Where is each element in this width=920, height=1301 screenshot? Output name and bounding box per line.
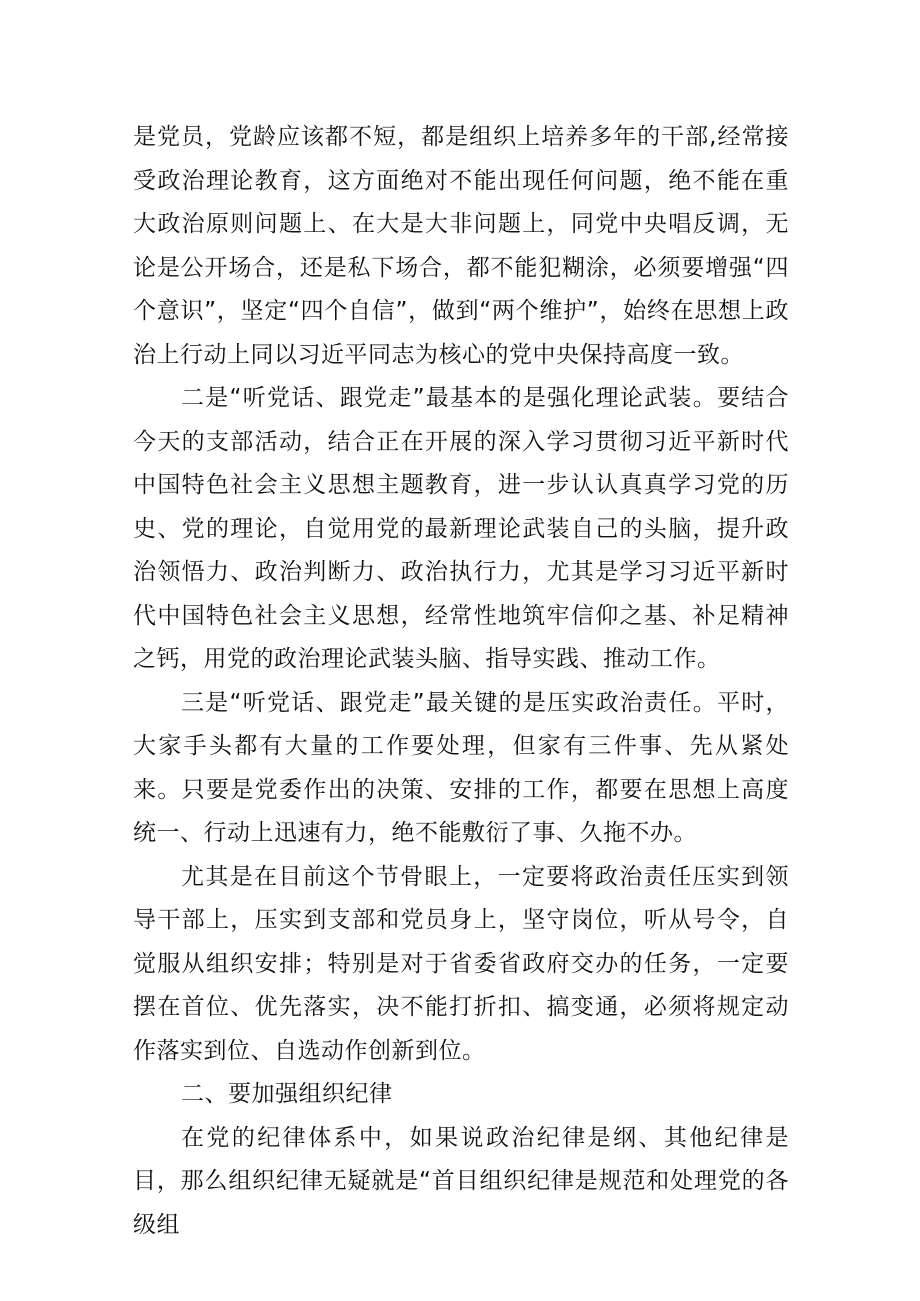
section-heading-organizational-discipline: 二、要加强组织纪律 xyxy=(181,1081,393,1107)
paragraph-critical-moment: 尤其是在目前这个节骨眼上，一定要将政治责任压实到领导干部上，压实到支部和党员身上，坚守岗位，听从号令，自觉服从组织安排；特别是对于省委省政府交办的任务，一定要摆在首位、优先落实，决不能打折扣、搞变通，必须将规定动作落实到位、自选动作创新到位。 xyxy=(133,863,789,1064)
paragraph-continuation: 是党员，党龄应该都不短，都是组织上培养多年的干部,经常接受政治理论教育，这方面绝对不能出现任何问题，绝不能在重大政治原则问题上、在大是大非问题上，同党中央唱反调，无论是公开场合，还是私下场合，都不能犯糊涂，必须要增强“四个意识”，坚定“四个自信”，做到“两个维护”，始终在思想上政治上行动上同以习近平同志为核心的党中央保持高度一致。 xyxy=(133,124,789,368)
paragraph-theory-armament: 二是“听党话、跟党走”最基本的是强化理论武装。要结合今天的支部活动，结合正在开展的深入学习贯彻习近平新时代中国特色社会主义思想主题教育，进一步认认真真学习党的历史、党的理论，自觉用党的最新理论武装自己的头脑，提升政治领悟力、政治判断力、政治执行力，尤其是学习习近平新时代中国特色社会主义思想，经常性地筑牢信仰之基、补足精神之钙，用党的政治理论武装头脑、指导实践、推动工作。 xyxy=(133,385,789,672)
document-body xyxy=(133,116,789,1247)
paragraph-political-responsibility: 三是“听党话、跟党走”最关键的是压实政治责任。平时，大家手头都有大量的工作要处理，但家有三件事、先从紧处来。只要是党委作出的决策、安排的工作，都要在思想上高度统一、行动上迅速有力，绝不能敷衍了事、久拖不办。 xyxy=(133,689,789,846)
paragraph-discipline-system: 在党的纪律体系中，如果说政治纪律是纲、其他纪律是目，那么组织纪律无疑就是“首目组织纪律是规范和处理党的各级组 xyxy=(133,1124,789,1238)
